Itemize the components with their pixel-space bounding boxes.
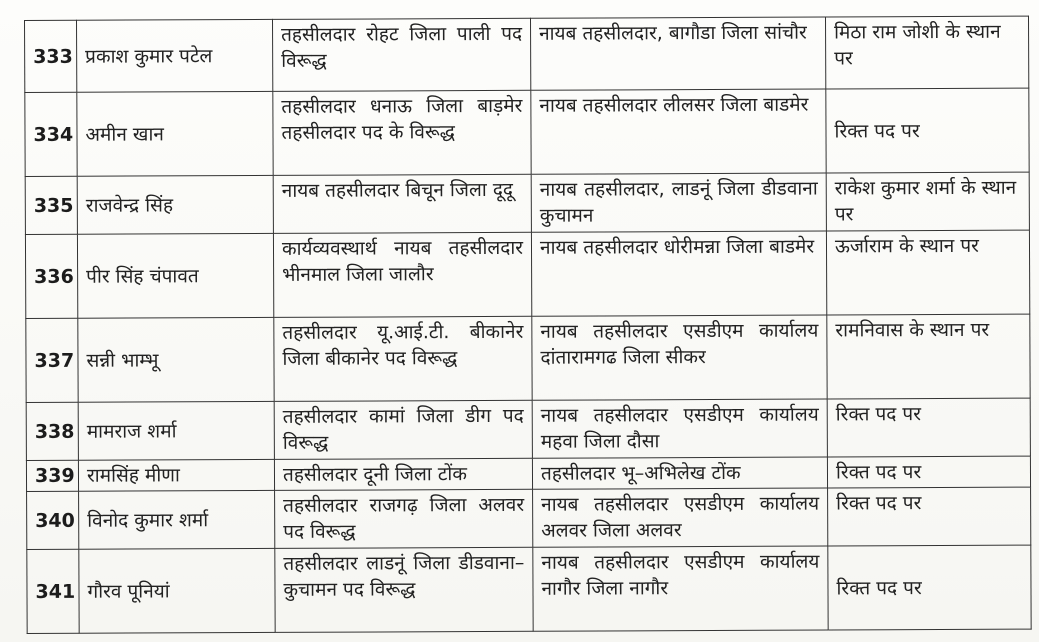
remark: ऊर्जाराम के स्थान पर — [826, 230, 1029, 315]
remark: राकेश कुमार शर्मा के स्थान पर — [826, 172, 1029, 231]
current-posting: तहसीलदार यू.आई.टी. बीकानेर जिला बीकानेर पद विरूद्ध — [274, 316, 532, 401]
serial-number: 336 — [25, 234, 77, 318]
serial-number: 335 — [25, 176, 77, 234]
officer-name: प्रकाश कुमार पटेल — [77, 19, 273, 92]
remark: रिक्त पद पर — [826, 88, 1029, 173]
current-posting: तहसीलदार धनाऊ जिला बाड़मेर तहसीलदार पद के विरूद्ध — [273, 90, 531, 175]
remark: रिक्त पद पर — [827, 398, 1030, 457]
transfer-table — [24, 16, 1032, 634]
serial-number: 334 — [25, 92, 77, 176]
current-posting: तहसीलदार रोहट जिला पाली पद विरूद्ध — [272, 18, 530, 91]
current-posting: कार्यव्यवस्थार्थ नायब तहसीलदार भीनमाल जिला जालौर — [273, 232, 531, 317]
current-posting: तहसीलदार लाडनूं जिला डीडवाना–कुचामन पद विरूद्ध — [275, 547, 533, 632]
table-row — [26, 398, 1030, 460]
officer-name: मामराज शर्मा — [78, 401, 274, 460]
officer-name: विनोद कुमार शर्मा — [79, 490, 275, 549]
serial-number: 338 — [26, 402, 78, 460]
table-row — [25, 172, 1029, 234]
serial-number: 333 — [25, 20, 77, 92]
new-posting: नायब तहसीलदार एसडीएम कार्यालय नागौर जिला नागौर — [533, 546, 828, 631]
new-posting: नायब तहसीलदार एसडीएम कार्यालय अलवर जिला अलवर — [533, 488, 828, 547]
remark: रिक्त पद पर — [828, 487, 1031, 546]
serial-number: 337 — [26, 318, 78, 402]
remark: रिक्त पद पर — [827, 456, 1030, 488]
officer-name: राजवेन्द्र सिंह — [77, 175, 273, 234]
table-row — [26, 314, 1030, 402]
officer-name: गौरव पूनियां — [79, 548, 275, 633]
current-posting: तहसीलदार राजगढ़ जिला अलवर पद विरूद्ध — [275, 489, 533, 548]
new-posting: नायब तहसीलदार, बागौडा जिला सांचौर — [530, 17, 825, 90]
remark: मिठा राम जोशी के स्थान पर — [825, 16, 1028, 89]
new-posting: नायब तहसीलदार लीलसर जिला बाडमेर — [531, 89, 826, 174]
serial-number: 339 — [26, 460, 78, 491]
new-posting: तहसीलदार भू–अभिलेख टोंक — [532, 457, 827, 489]
table-row — [27, 487, 1031, 549]
table-row — [25, 88, 1029, 176]
table-row — [26, 456, 1030, 491]
new-posting: नायब तहसीलदार एसडीएम कार्यालय दांतारामगढ जिला सीकर — [532, 315, 827, 400]
table-row — [25, 16, 1029, 92]
officer-name: पीर सिंह चंपावत — [77, 233, 273, 318]
officer-name: रामसिंह मीणा — [78, 459, 274, 491]
serial-number: 341 — [27, 549, 79, 633]
new-posting: नायब तहसीलदार धोरीमन्ना जिला बाडमेर — [531, 231, 826, 316]
remark: रामनिवास के स्थान पर — [827, 314, 1030, 399]
new-posting: नायब तहसीलदार, लाडनूं जिला डीडवाना कुचामन — [531, 173, 826, 232]
remark: रिक्त पद पर — [828, 545, 1031, 630]
serial-number: 340 — [27, 491, 79, 549]
current-posting: तहसीलदार कामां जिला डीग पद विरूद्ध — [274, 400, 532, 459]
new-posting: नायब तहसीलदार एसडीएम कार्यालय महवा जिला दौसा — [532, 399, 827, 458]
officer-name: अमीन खान — [77, 91, 273, 176]
table-row — [27, 545, 1031, 633]
officer-name: सन्नी भाम्भू — [78, 317, 274, 402]
current-posting: नायब तहसीलदार बिचून जिला दूदू — [273, 174, 531, 233]
table-row — [25, 230, 1029, 318]
current-posting: तहसीलदार दूनी जिला टोंक — [274, 458, 532, 490]
